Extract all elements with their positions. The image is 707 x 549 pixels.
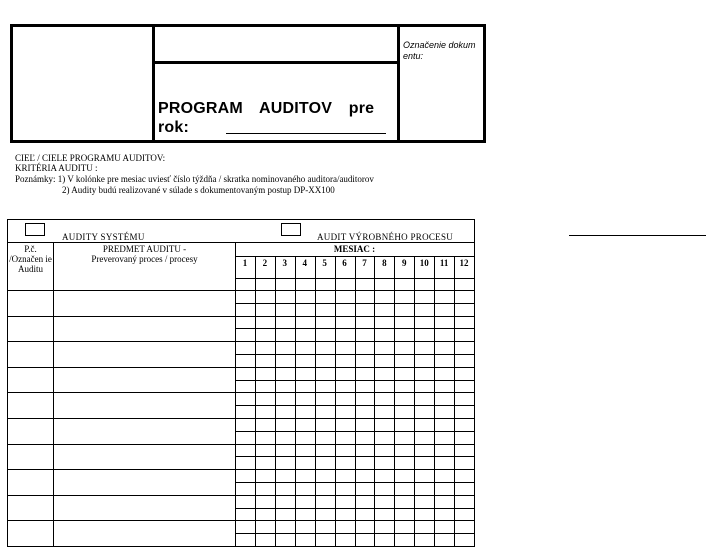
process-audit-label: AUDIT VÝROBNÉHO PROCESU <box>317 232 454 242</box>
month-column-divider <box>315 256 316 546</box>
note-1: Poznámky: 1) V kolónke pre mesiac uviesť číslo týždňa / skratka nominovaného auditora/auditorov <box>15 174 374 184</box>
header-divider-left <box>152 27 155 140</box>
month-subrow-line <box>235 533 474 534</box>
divider-subject-months <box>235 243 236 546</box>
month-number: 1 <box>242 258 248 268</box>
month-column-divider <box>255 256 256 546</box>
table-row-line <box>8 367 474 368</box>
month-column-divider <box>454 256 455 546</box>
month-subrow-line <box>235 508 474 509</box>
month-subrow-line <box>235 405 474 406</box>
table-row-line <box>8 316 474 317</box>
table-row-line <box>8 495 474 496</box>
month-number: 10 <box>419 258 429 268</box>
header-divider-right <box>397 27 400 140</box>
month-number: 6 <box>342 258 347 268</box>
note-2: 2) Audity budú realizované v súlade s dokumentovaným postup DP-XX100 <box>62 185 335 195</box>
month-number: 11 <box>439 258 449 268</box>
month-subrow-line <box>235 354 474 355</box>
table-grid <box>8 220 474 546</box>
month-number: 5 <box>322 258 327 268</box>
signature-line <box>569 235 706 236</box>
year-fill-line <box>226 133 386 134</box>
subject-header-line-2: Preverovaný proces / procesy <box>91 254 198 264</box>
table-row-line <box>8 392 474 393</box>
subject-header-line-1: PREDMET AUDITU - <box>102 244 187 254</box>
table-row-line <box>8 418 474 419</box>
month-column-divider <box>434 256 435 546</box>
table-row-line <box>8 444 474 445</box>
month-column-divider <box>394 256 395 546</box>
column-header-number: P.č. /Označen ie Auditu <box>9 244 52 274</box>
document-id-label: Označenie dokum entu: <box>403 40 476 61</box>
month-subrow-line <box>235 431 474 432</box>
month-column-divider <box>355 256 356 546</box>
month-subrow-line <box>235 482 474 483</box>
header-divider-horizontal <box>155 61 397 64</box>
audit-criteria-label: KRITÉRIA AUDITU : <box>15 163 98 173</box>
month-number: 3 <box>282 258 288 268</box>
month-column-divider <box>295 256 296 546</box>
month-column-divider <box>275 256 276 546</box>
program-goals-label: CIEĽ / CIELE PROGRAMU AUDITOV: <box>15 153 166 163</box>
month-number: 9 <box>402 258 407 268</box>
month-number: 8 <box>382 258 387 268</box>
month-subrow-line <box>235 380 474 381</box>
header-bottom-line <box>8 290 474 291</box>
table-row-line <box>8 520 474 521</box>
month-column-divider <box>335 256 336 546</box>
title-line-1: PROGRAM AUDITOV pre <box>158 100 375 117</box>
month-column-divider <box>374 256 375 546</box>
month-number: 2 <box>262 258 268 268</box>
month-subrow-line <box>235 303 474 304</box>
month-subrow-line <box>235 328 474 329</box>
divider-number-subject <box>53 243 54 546</box>
month-number-subline <box>235 278 474 279</box>
month-number: 7 <box>362 258 367 268</box>
column-header-month: MESIAC : <box>333 244 376 254</box>
audit-program-table <box>7 219 475 547</box>
system-audit-label: AUDITY SYSTÉMU <box>62 232 145 242</box>
page-title <box>158 99 390 137</box>
document-header <box>10 24 486 143</box>
table-row-line <box>8 341 474 342</box>
month-column-divider <box>414 256 415 546</box>
month-subrow-line <box>235 456 474 457</box>
table-row-line <box>8 469 474 470</box>
month-number: 4 <box>302 258 307 268</box>
month-number: 12 <box>459 258 469 268</box>
title-line-2: rok: <box>158 119 190 136</box>
